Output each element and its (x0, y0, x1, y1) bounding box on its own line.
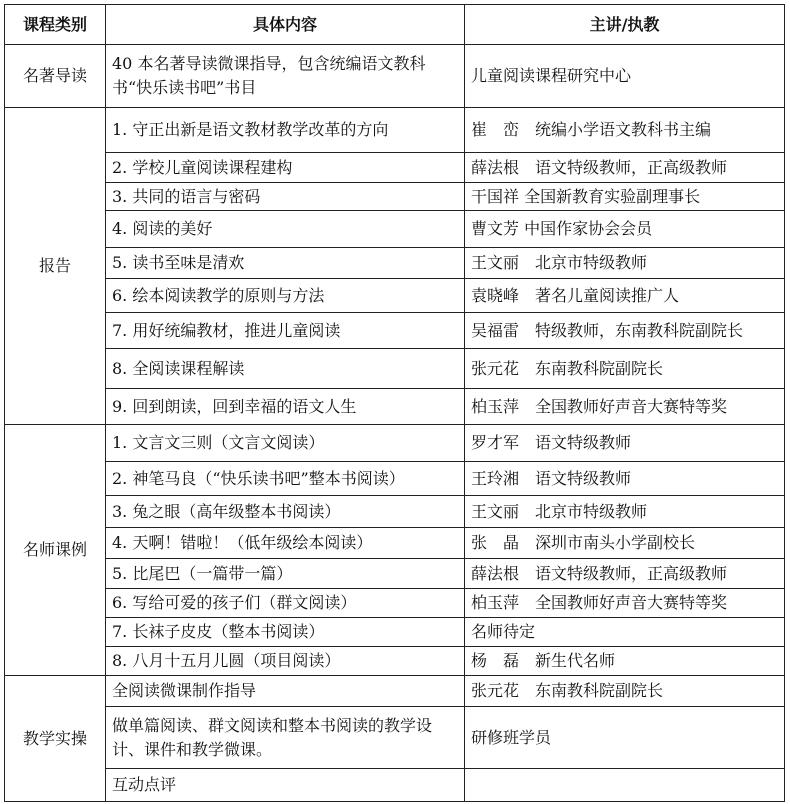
lecturer-cell: 张元花 东南教科院副院长 (465, 349, 785, 389)
content-cell: 全阅读微课制作指导 (106, 676, 465, 707)
content-cell: 做单篇阅读、群文阅读和整本书阅读的教学设计、课件和教学微课。 (106, 707, 465, 769)
content-cell: 6. 写给可爱的孩子们（群文阅读） (106, 589, 465, 618)
table-row (5, 647, 785, 676)
table-row (5, 108, 785, 153)
lecturer-cell: 张 晶 深圳市南头小学副校长 (465, 528, 785, 559)
table-row (5, 707, 785, 769)
lecturer-cell: 杨 磊 新生代名师 (465, 647, 785, 676)
table-row (5, 559, 785, 589)
table-row (5, 349, 785, 389)
content-cell: 8. 八月十五月儿圆（项目阅读） (106, 647, 465, 676)
lecturer-cell: 崔 峦 统编小学语文教科书主编 (465, 108, 785, 153)
lecturer-cell: 王玲湘 语文特级教师 (465, 462, 785, 496)
lecturer-cell: 罗才军 语文特级教师 (465, 425, 785, 462)
table-row (5, 618, 785, 647)
content-cell: 7. 用好统编教材，推进儿童阅读 (106, 313, 465, 349)
table-row (5, 528, 785, 559)
table-row (5, 462, 785, 496)
lecturer-cell: 薛法根 语文特级教师，正高级教师 (465, 153, 785, 183)
lecturer-cell: 干国祥 全国新教育实验副理事长 (465, 183, 785, 211)
content-cell: 5. 比尾巴（一篇带一篇） (106, 559, 465, 589)
content-cell: 7. 长袜子皮皮（整本书阅读） (106, 618, 465, 647)
content-cell: 1. 守正出新是语文教材教学改革的方向 (106, 108, 465, 153)
category-cell: 教学实操 (5, 676, 106, 802)
table-header-row (5, 5, 785, 45)
lecturer-cell: 吴福雷 特级教师，东南教科院副院长 (465, 313, 785, 349)
content-cell: 3. 共同的语言与密码 (106, 183, 465, 211)
table-row (5, 248, 785, 279)
category-cell: 名著导读 (5, 45, 106, 108)
content-cell: 4. 阅读的美好 (106, 211, 465, 248)
table-row (5, 389, 785, 425)
table-row (5, 45, 785, 108)
content-cell: 2. 学校儿童阅读课程建构 (106, 153, 465, 183)
header-category: 课程类别 (5, 5, 106, 45)
lecturer-cell: 张元花 东南教科院副院长 (465, 676, 785, 707)
lecturer-cell: 研修班学员 (465, 707, 785, 769)
lecturer-cell: 柏玉萍 全国教师好声音大赛特等奖 (465, 589, 785, 618)
category-cell: 名师课例 (5, 425, 106, 676)
content-cell: 2. 神笔马良（“快乐读书吧”整本书阅读） (106, 462, 465, 496)
lecturer-cell: 薛法根 语文特级教师，正高级教师 (465, 559, 785, 589)
content-cell: 5. 读书至味是清欢 (106, 248, 465, 279)
content-cell: 互动点评 (106, 769, 465, 802)
lecturer-cell: 曹文芳 中国作家协会会员 (465, 211, 785, 248)
table-row (5, 769, 785, 802)
lecturer-cell: 王文丽 北京市特级教师 (465, 496, 785, 528)
content-cell: 9. 回到朗读，回到幸福的语文人生 (106, 389, 465, 425)
table-row (5, 676, 785, 707)
lecturer-cell: 儿童阅读课程研究中心 (465, 45, 785, 108)
header-lecturer: 主讲/执教 (465, 5, 785, 45)
table-row (5, 183, 785, 211)
header-content: 具体内容 (106, 5, 465, 45)
lecturer-cell: 柏玉萍 全国教师好声音大赛特等奖 (465, 389, 785, 425)
category-cell: 报告 (5, 108, 106, 425)
lecturer-cell (465, 769, 785, 802)
table-row (5, 589, 785, 618)
content-cell: 4. 天啊！错啦！（低年级绘本阅读） (106, 528, 465, 559)
content-cell: 3. 兔之眼（高年级整本书阅读） (106, 496, 465, 528)
course-table (4, 4, 785, 802)
lecturer-cell: 王文丽 北京市特级教师 (465, 248, 785, 279)
table-row (5, 153, 785, 183)
content-cell: 1. 文言文三则（文言文阅读） (106, 425, 465, 462)
content-cell: 40 本名著导读微课指导，包含统编语文教科书“快乐读书吧”书目 (106, 45, 465, 108)
table-row (5, 425, 785, 462)
lecturer-cell: 名师待定 (465, 618, 785, 647)
content-cell: 6. 绘本阅读教学的原则与方法 (106, 279, 465, 313)
lecturer-cell: 袁晓峰 著名儿童阅读推广人 (465, 279, 785, 313)
table-row (5, 313, 785, 349)
table-row (5, 279, 785, 313)
table-row (5, 496, 785, 528)
content-cell: 8. 全阅读课程解读 (106, 349, 465, 389)
table-row (5, 211, 785, 248)
